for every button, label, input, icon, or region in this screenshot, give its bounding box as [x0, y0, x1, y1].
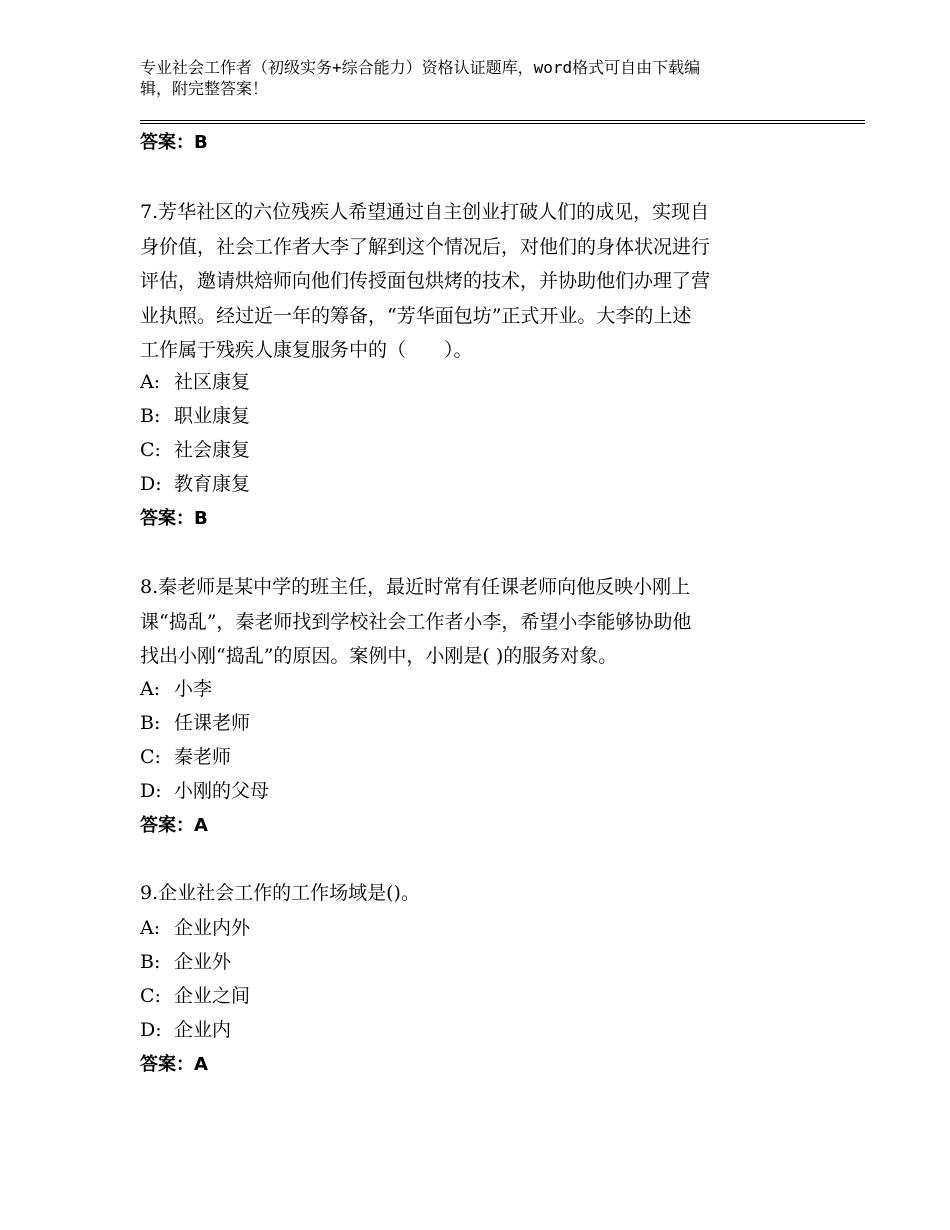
option-a: [140, 676, 212, 702]
option-letter: C:: [140, 746, 161, 768]
option-d: [140, 778, 269, 804]
option-text: 教育康复: [174, 473, 251, 495]
header-divider: [140, 120, 865, 124]
option-c: [140, 437, 250, 463]
question-stem: [140, 195, 800, 368]
option-d: [140, 1017, 231, 1043]
option-letter: C:: [140, 985, 161, 1007]
option-b: [140, 949, 231, 975]
stem-line: 工作属于残疾人康复服务中的（ ）。: [140, 339, 473, 361]
stem-line: 业执照。经过近一年的筹备，“芳华面包坊”正式开业。大李的上述: [140, 304, 692, 327]
option-text: 企业之间: [174, 985, 251, 1007]
option-text: 企业内: [174, 1019, 232, 1041]
page-header: [140, 57, 800, 99]
option-text: 职业康复: [174, 405, 251, 427]
option-text: 任课老师: [174, 712, 251, 734]
option-letter: B:: [140, 405, 161, 427]
stem-line: 7.芳华社区的六位残疾人希望通过自主创业打破人们的成见，实现自: [140, 201, 710, 223]
option-text: 秦老师: [174, 746, 232, 768]
stem-line: 课“捣乱”，秦老师找到学校社会工作者小李，希望小李能够协助他: [140, 610, 692, 633]
option-letter: B:: [140, 712, 161, 734]
header-line: 辑，附完整答案！: [140, 79, 269, 98]
option-letter: C:: [140, 439, 161, 461]
option-a: [140, 915, 250, 941]
option-text: 小刚的父母: [174, 780, 270, 802]
question-stem: [140, 876, 800, 911]
stem-line: 评估，邀请烘焙师向他们传授面包烘烤的技术，并协助他们办理了营: [140, 270, 711, 292]
answer-label: 答案：B: [140, 132, 208, 153]
option-text: 社会康复: [174, 439, 251, 461]
option-b: [140, 403, 250, 429]
option-letter: A:: [140, 917, 161, 939]
option-letter: D:: [140, 1019, 162, 1041]
stem-line: 8.秦老师是某中学的班主任，最近时常有任课老师向他反映小刚上: [140, 576, 691, 598]
header-line: 专业社会工作者（初级实务+综合能力）资格认证题库，word格式可自由下载编: [140, 58, 701, 77]
option-b: [140, 710, 250, 736]
option-text: 企业外: [174, 951, 232, 973]
stem-line: 找出小刚“捣乱”的原因。案例中，小刚是( )的服务对象。: [140, 645, 618, 667]
option-letter: A:: [140, 678, 161, 700]
option-c: [140, 744, 231, 770]
option-a: [140, 369, 250, 395]
option-letter: A:: [140, 371, 161, 393]
option-letter: B:: [140, 951, 161, 973]
answer-label: 答案：A: [140, 1054, 208, 1075]
stem-line: 身价值，社会工作者大李了解到这个情况后，对他们的身体状况进行: [140, 235, 711, 258]
option-text: 企业内外: [174, 917, 251, 939]
option-text: 小李: [174, 678, 213, 700]
answer-label: 答案：A: [140, 815, 208, 836]
option-letter: D:: [140, 473, 162, 495]
stem-line: 9.企业社会工作的工作场域是()。: [140, 882, 420, 904]
option-letter: D:: [140, 780, 162, 802]
option-c: [140, 983, 250, 1009]
answer-label: 答案：B: [140, 508, 208, 529]
option-text: 社区康复: [174, 371, 251, 393]
option-d: [140, 471, 250, 497]
question-stem: [140, 570, 800, 674]
